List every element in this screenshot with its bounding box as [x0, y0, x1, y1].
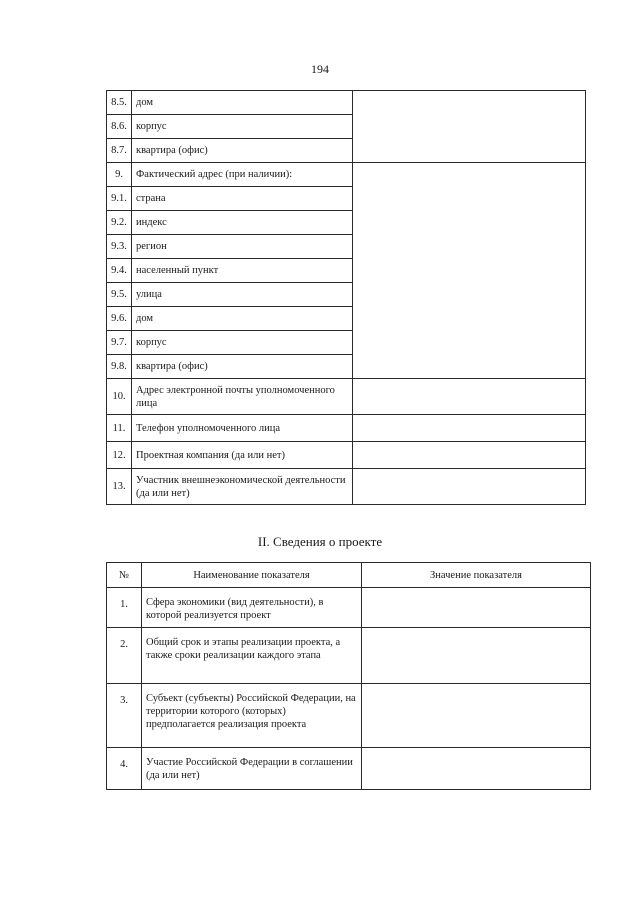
value-cell[interactable]: [353, 415, 586, 442]
page-number: 194: [311, 62, 329, 76]
row-label: Телефон уполномоченного лица: [132, 415, 353, 442]
table-row: [107, 163, 586, 187]
value-cell[interactable]: [353, 379, 586, 415]
row-label: Адрес электронной почты уполномоченного лица: [132, 379, 353, 415]
row-label: страна: [132, 187, 353, 211]
row-number: 9.1.: [107, 187, 132, 211]
row-label: Участие Российской Федерации в соглашении (да или нет): [142, 748, 362, 790]
row-label: дом: [132, 91, 353, 115]
row-label: индекс: [132, 211, 353, 235]
row-number: 3.: [107, 684, 142, 748]
address-table: [106, 90, 586, 505]
row-label: Участник внешнеэкономической деятельности (да или нет): [132, 469, 353, 505]
table-row: [107, 469, 586, 505]
table-row: [107, 415, 586, 442]
row-number: 9.7.: [107, 331, 132, 355]
value-cell[interactable]: [353, 163, 586, 379]
row-number: 12.: [107, 442, 132, 469]
row-number: 4.: [107, 748, 142, 790]
row-number: 10.: [107, 379, 132, 415]
value-cell[interactable]: [362, 628, 591, 684]
header-name: Наименование показателя: [142, 563, 362, 588]
row-number: 8.6.: [107, 115, 132, 139]
row-number: 8.5.: [107, 91, 132, 115]
row-label: регион: [132, 235, 353, 259]
table-row: [107, 91, 586, 115]
row-label: Сфера экономики (вид деятельности), в которой реализуется проект: [142, 588, 362, 628]
value-cell[interactable]: [353, 469, 586, 505]
row-label: корпус: [132, 331, 353, 355]
section-title: II. Сведения о проекте: [257, 534, 383, 549]
row-number: 9.5.: [107, 283, 132, 307]
row-label: дом: [132, 307, 353, 331]
header-num: №: [107, 563, 142, 588]
row-label: Субъект (субъекты) Российской Федерации, на территории которого (которых) предполагается реализация проекта: [142, 684, 362, 748]
row-label: населенный пункт: [132, 259, 353, 283]
row-label: Общий срок и этапы реализации проекта, а также сроки реализации каждого этапа: [142, 628, 362, 684]
table-header-row: [107, 563, 591, 588]
row-label: Фактический адрес (при наличии):: [132, 163, 353, 187]
row-number: 11.: [107, 415, 132, 442]
row-number: 9.6.: [107, 307, 132, 331]
row-number: 2.: [107, 628, 142, 684]
table-row: [107, 748, 591, 790]
row-label: Проектная компания (да или нет): [132, 442, 353, 469]
table-row: [107, 442, 586, 469]
row-label: корпус: [132, 115, 353, 139]
row-number: 13.: [107, 469, 132, 505]
header-value: Значение показателя: [362, 563, 591, 588]
row-label: улица: [132, 283, 353, 307]
row-number: 9.2.: [107, 211, 132, 235]
table-row: [107, 684, 591, 748]
project-table: [106, 562, 591, 790]
value-cell[interactable]: [353, 442, 586, 469]
value-cell[interactable]: [362, 684, 591, 748]
row-number: 8.7.: [107, 139, 132, 163]
row-number: 9.4.: [107, 259, 132, 283]
row-number: 9.8.: [107, 355, 132, 379]
value-cell[interactable]: [362, 748, 591, 790]
row-label: квартира (офис): [132, 355, 353, 379]
row-number: 9.3.: [107, 235, 132, 259]
row-number: 9.: [107, 163, 132, 187]
row-label: квартира (офис): [132, 139, 353, 163]
table-row: [107, 628, 591, 684]
value-cell[interactable]: [353, 91, 586, 163]
value-cell[interactable]: [362, 588, 591, 628]
table-row: [107, 379, 586, 415]
row-number: 1.: [107, 588, 142, 628]
table-row: [107, 588, 591, 628]
